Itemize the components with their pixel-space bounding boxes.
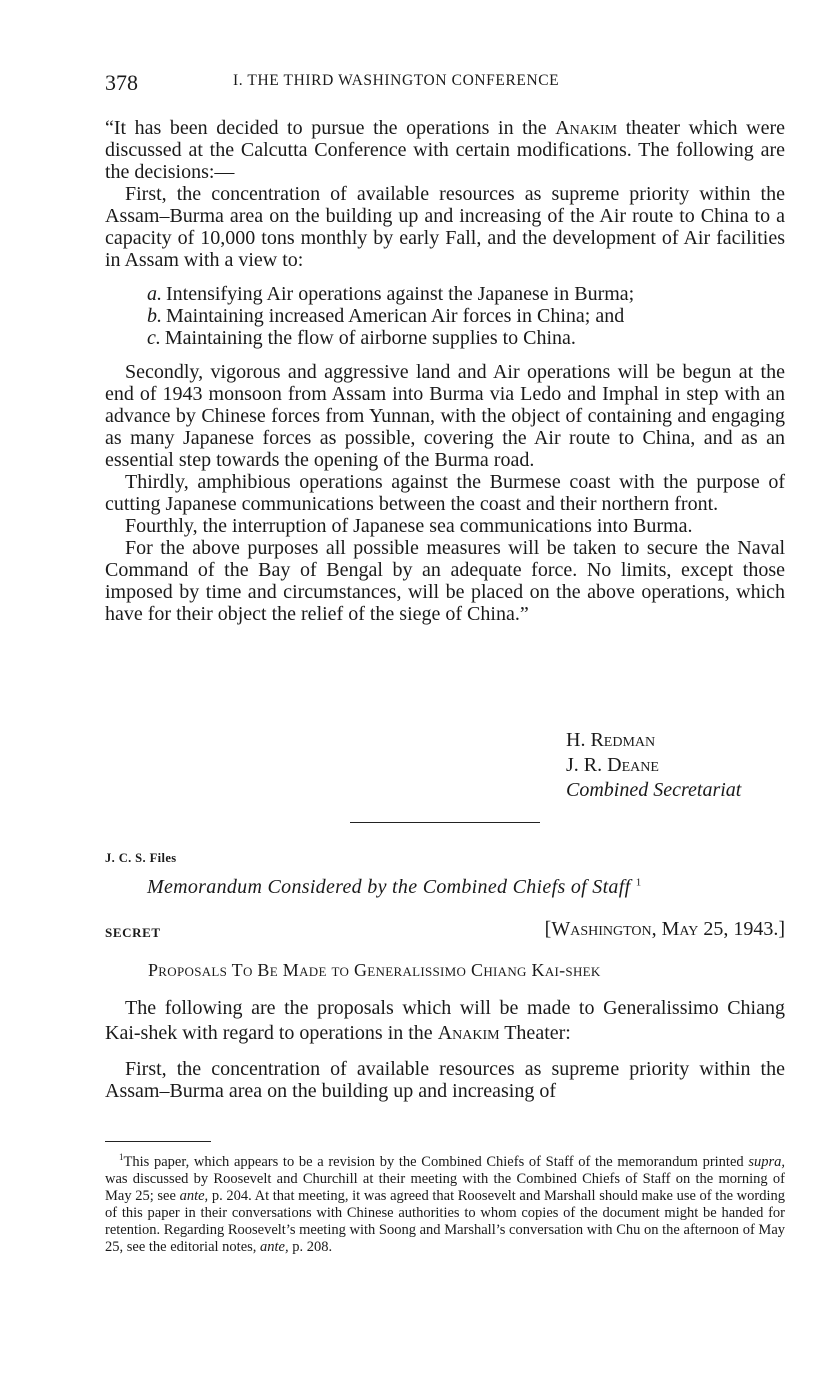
proposals-first: First, the concentration of available resources as supreme priority within the Assam–Burma area on the building up and increasing of xyxy=(105,1058,785,1102)
quoted-decisions xyxy=(105,117,785,625)
source-note: J. C. S. Files xyxy=(105,851,177,865)
signature-block xyxy=(566,728,741,803)
section-divider xyxy=(350,822,540,823)
fourth-decision: Fourthly, the interruption of Japanese sea communications into Burma. xyxy=(125,515,693,537)
page-header xyxy=(105,70,785,96)
page-number: 378 xyxy=(105,70,138,95)
proposals-heading: Proposals To Be Made to Generalissimo Chiang Kai-shek xyxy=(148,960,601,980)
anakim-term: Anakim xyxy=(555,117,618,139)
first-decision: First, the concentration of available resources as supreme priority within the Assam–Burma area on the building up and increasing of the Air route to China to a capacity of 10,000 tons monthly by early Fall, and the development of Air facilities in Assam with a view to: xyxy=(105,183,785,271)
dateline: [Washington, May 25, 1943.] xyxy=(544,918,785,940)
footnote-divider xyxy=(105,1141,211,1142)
footnote: $^1$This paper, which appears to be a revision by the Combined Chiefs of Staff of the memorandum printed supra, was discussed by Roosevelt and Churchill at their meeting with the Combined Chiefs of Staff on the morning of May 25; see ante, p. 204. At that meeting, it was agreed that Roosevelt and Marshall should make use of the wording of this paper in their conversations with Chinese authorities to whom copies of the document might be handed for retention. Regarding Roosevelt’s meeting with Soong and Marshall’s conversation with Chu on the afternoon of May 25, see the editorial notes, ante, p. 208. xyxy=(105,1152,785,1255)
footnote-marker: 1 xyxy=(119,1152,124,1162)
list-item: a. Intensifying Air operations against the Japanese in Burma; xyxy=(147,283,635,305)
quote-intro: “It has been decided to pursue the operations in the Anakim theater which were discussed at the Calcutta Conference with certain modifications. The following are the decisions:— xyxy=(105,117,786,183)
anakim-term: Anakim xyxy=(437,1022,500,1044)
proposals-intro: The following are the proposals which will be made to Generalissimo Chiang Kai-shek with regard to operations in the Anakim Theater: xyxy=(105,997,785,1044)
classification-label: SECRET xyxy=(105,925,161,940)
memorandum-title: Memorandum Considered by the Combined Chiefs of Staff $^1$ xyxy=(147,876,642,898)
second-decision: Secondly, vigorous and aggressive land and Air operations will be begun at the end of 1943 monsoon from Assam into Burma via Ledo and Imphal in step with an advance by Chinese forces from Yunnan, with the object of containing and engaging as many Japanese forces as possible, covering the Air route to China, and as an essential step towards the opening of the Burma road. xyxy=(105,361,785,471)
signatory-redman: H. Redman xyxy=(566,729,656,751)
signatory-office: Combined Secretariat xyxy=(566,779,742,801)
decision-list xyxy=(147,283,785,349)
list-item: b. Maintaining increased American Air forces in China; and xyxy=(147,305,625,327)
footnote-ref[interactable]: 1 xyxy=(635,876,642,889)
third-decision: Thirdly, amphibious operations against the Burmese coast with the purpose of cutting Japanese communications between the coast and their northern front. xyxy=(105,471,785,515)
list-item: c. Maintaining the flow of airborne supplies to China. xyxy=(147,327,576,349)
proposals-body xyxy=(105,996,785,1102)
signatory-deane: J. R. Deane xyxy=(566,754,659,776)
running-head: I. THE THIRD WASHINGTON CONFERENCE xyxy=(233,72,560,89)
closing-paragraph: For the above purposes all possible measures will be taken to secure the Naval Command of the Bay of Bengal by an adequate force. No limits, except those imposed by time and circumstances, will be placed on the above operations, which have for their object the relief of the siege of China.” xyxy=(105,537,785,625)
